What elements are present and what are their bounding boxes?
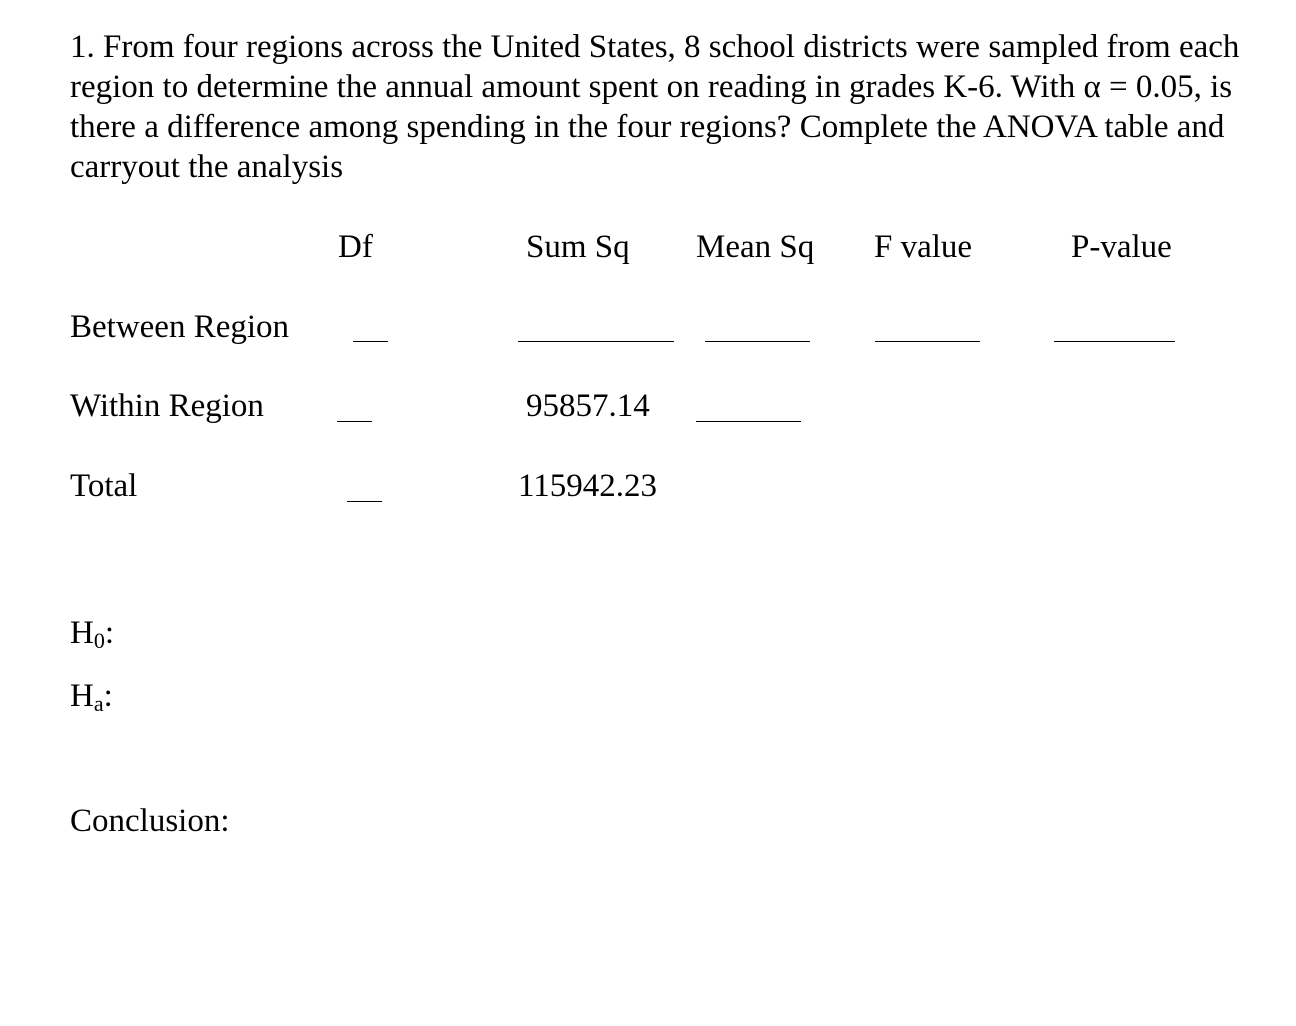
between-f-value-blank[interactable]: [875, 341, 980, 342]
total-df-blank[interactable]: [347, 501, 382, 502]
within-df-blank[interactable]: [337, 421, 372, 422]
total-sum-sq: 115942.23: [518, 468, 658, 504]
within-sum-sq: 95857.14: [526, 388, 650, 424]
header-mean-sq: Mean Sq: [696, 229, 815, 265]
between-mean-sq-blank[interactable]: [705, 341, 810, 342]
between-df-blank[interactable]: [353, 341, 388, 342]
alternative-hypothesis-label: $H_a$:: [70, 678, 113, 716]
header-f-value: F value: [874, 229, 973, 265]
header-df: Df: [338, 229, 373, 265]
null-hypothesis-letter: H: [70, 615, 94, 651]
null-hypothesis-label: $H_0$:: [70, 615, 115, 653]
conclusion-label: Conclusion:: [70, 803, 230, 839]
null-hypothesis-subscript: 0: [93, 628, 105, 653]
question-text: 1. From four regions across the United States, 8 school districts were sampled from each region to determine the annual amount spent on reading in grades K-6. With α = 0.05, is there a difference among spending in the four regions? Complete the ANOVA table and carryout the analysis: [70, 29, 1240, 185]
alternative-hypothesis-letter: H: [70, 678, 94, 714]
between-p-value-blank[interactable]: [1054, 341, 1175, 342]
header-sum-sq: Sum Sq: [526, 229, 630, 265]
alternative-hypothesis-subscript: a: [93, 691, 104, 716]
row-label-between-region: Between Region: [70, 309, 290, 345]
within-mean-sq-blank[interactable]: [696, 421, 801, 422]
header-p-value: P-value: [1071, 229, 1172, 265]
row-label-total: Total: [70, 468, 138, 504]
between-sum-sq-blank[interactable]: [518, 341, 674, 342]
row-label-within-region: Within Region: [70, 388, 264, 424]
